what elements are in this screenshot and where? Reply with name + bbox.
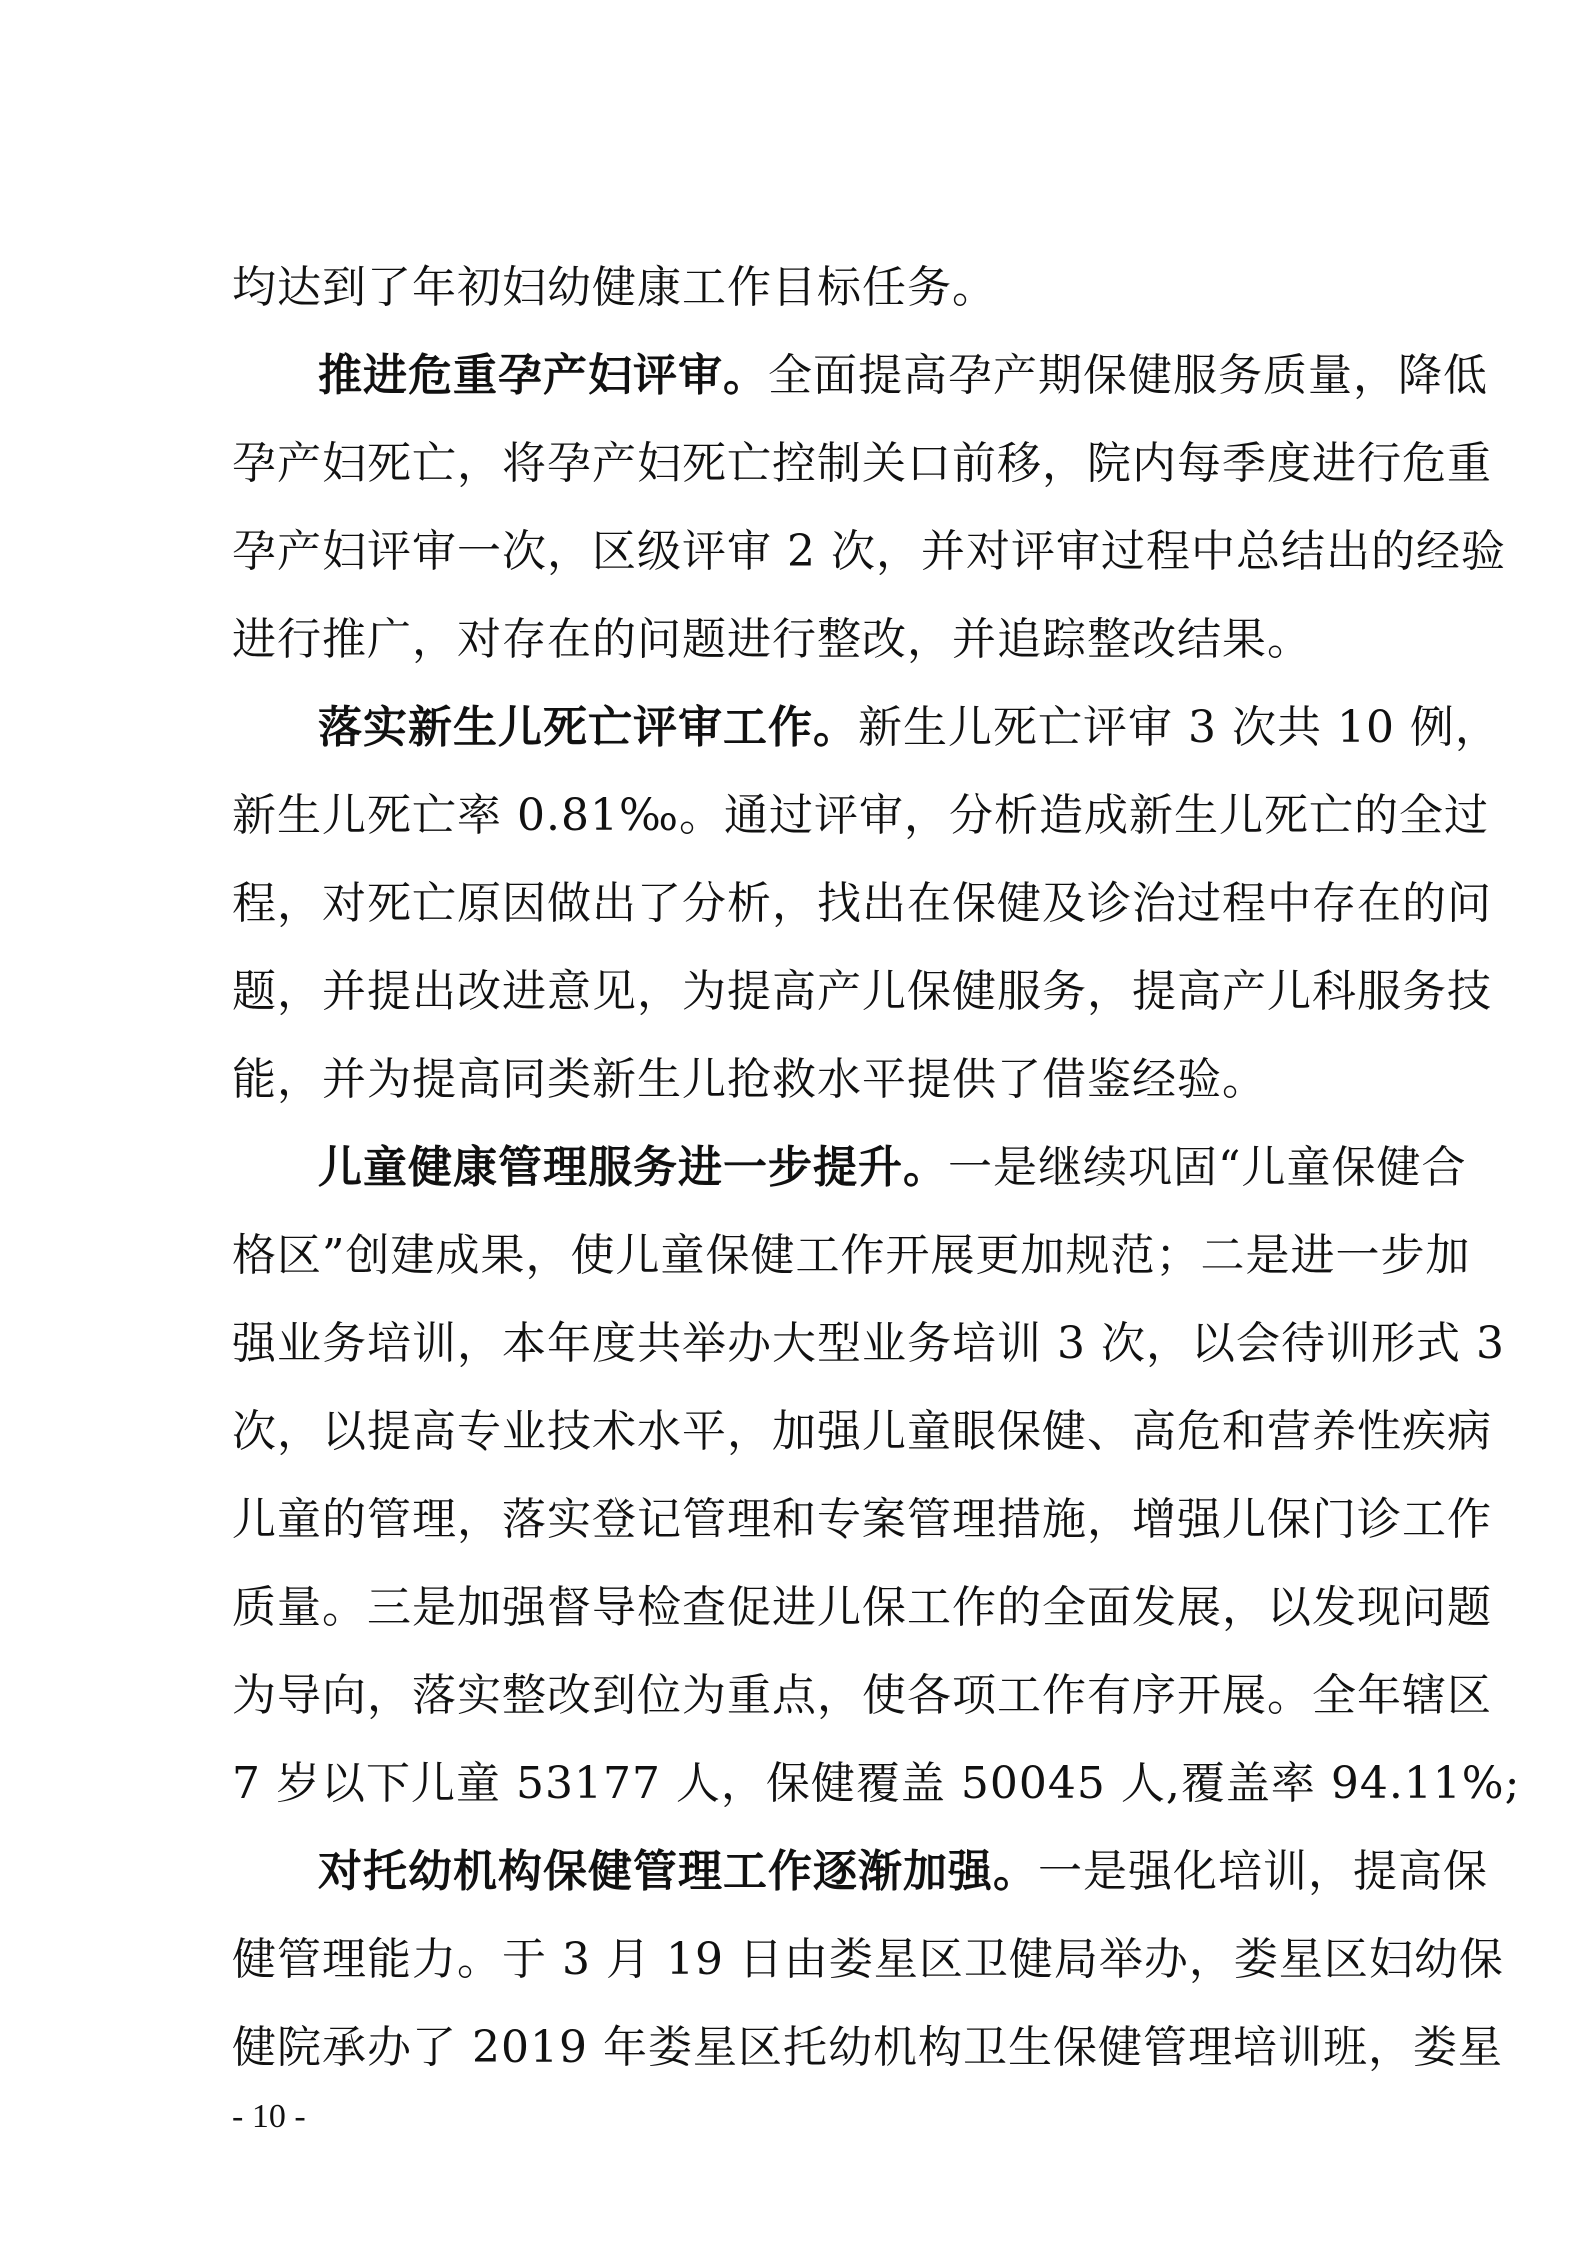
page-number: - 10 - <box>232 2098 306 2135</box>
line-text: 一是继续巩固“儿童保健合 <box>948 1142 1467 1193</box>
text-line <box>232 1312 1505 1376</box>
text-line <box>232 1224 1471 1288</box>
line-text: 孕产妇评审一次，区级评审 2 次，并对评审过程中总结出的经验 <box>232 526 1506 577</box>
text-line <box>232 784 1489 848</box>
paragraph-start-line <box>318 1840 1488 1904</box>
line-text: 均达到了年初妇幼健康工作目标任务。 <box>232 262 997 313</box>
line-text: 格区”创建成果，使儿童保健工作开展更加规范；二是进一步加 <box>232 1230 1471 1281</box>
paragraph-start-line <box>318 344 1488 408</box>
text-line <box>232 520 1506 584</box>
text-line <box>232 1664 1492 1728</box>
text-line <box>232 1048 1392 1112</box>
text-line <box>232 608 1392 672</box>
paragraph-start-line <box>318 1136 1467 1200</box>
line-text: 新生儿死亡率 0.81‰。通过评审，分析造成新生儿死亡的全过 <box>232 790 1489 841</box>
paragraph-heading: 推进危重孕产妇评审。 <box>318 350 768 401</box>
text-line <box>232 1400 1492 1464</box>
text-line <box>232 872 1492 936</box>
line-text: 进行推广，对存在的问题进行整改，并追踪整改结果。 <box>232 614 1312 665</box>
line-text: 儿童的管理，落实登记管理和专案管理措施，增强儿保门诊工作 <box>232 1494 1492 1545</box>
text-line <box>232 2016 1503 2080</box>
text-line <box>232 256 1392 320</box>
text-line <box>232 960 1492 1024</box>
line-text: 健管理能力。于 3 月 19 日由娄星区卫健局举办，娄星区妇幼保 <box>232 1934 1504 1985</box>
line-text: 次，以提高专业技术水平，加强儿童眼保健、高危和营养性疾病 <box>232 1406 1492 1457</box>
line-text: 为导向，落实整改到位为重点，使各项工作有序开展。全年辖区 <box>232 1670 1492 1721</box>
line-text: 新生儿死亡评审 3 次共 10 例， <box>858 702 1500 753</box>
paragraph-heading: 儿童健康管理服务进一步提升。 <box>318 1142 948 1193</box>
line-text: 一是强化培训，提高保 <box>1038 1846 1488 1897</box>
line-text: 孕产妇死亡，将孕产妇死亡控制关口前移，院内每季度进行危重 <box>232 438 1492 489</box>
text-line <box>232 432 1492 496</box>
line-text: 强业务培训，本年度共举办大型业务培训 3 次，以会待训形式 3 <box>232 1318 1505 1369</box>
line-text: 程，对死亡原因做出了分析，找出在保健及诊治过程中存在的问 <box>232 878 1492 929</box>
paragraph-heading: 落实新生儿死亡评审工作。 <box>318 702 858 753</box>
paragraph-start-line <box>318 696 1500 760</box>
text-line <box>232 1576 1492 1640</box>
text-line <box>232 1928 1504 1992</box>
line-text: 全面提高孕产期保健服务质量，降低 <box>768 350 1488 401</box>
line-text: 能，并为提高同类新生儿抢救水平提供了借鉴经验。 <box>232 1054 1267 1105</box>
line-text: 健院承办了 2019 年娄星区托幼机构卫生保健管理培训班，娄星 <box>232 2022 1503 2073</box>
line-text: 质量。三是加强督导检查促进儿保工作的全面发展，以发现问题 <box>232 1582 1492 1633</box>
text-line <box>232 1752 1521 1816</box>
text-line <box>232 1488 1492 1552</box>
line-text: 7 岁以下儿童 53177 人，保健覆盖 50045 人,覆盖率 94.11%; <box>232 1758 1521 1809</box>
paragraph-heading: 对托幼机构保健管理工作逐渐加强。 <box>318 1846 1038 1897</box>
line-text: 题，并提出改进意见，为提高产儿保健服务，提高产儿科服务技 <box>232 966 1492 1017</box>
